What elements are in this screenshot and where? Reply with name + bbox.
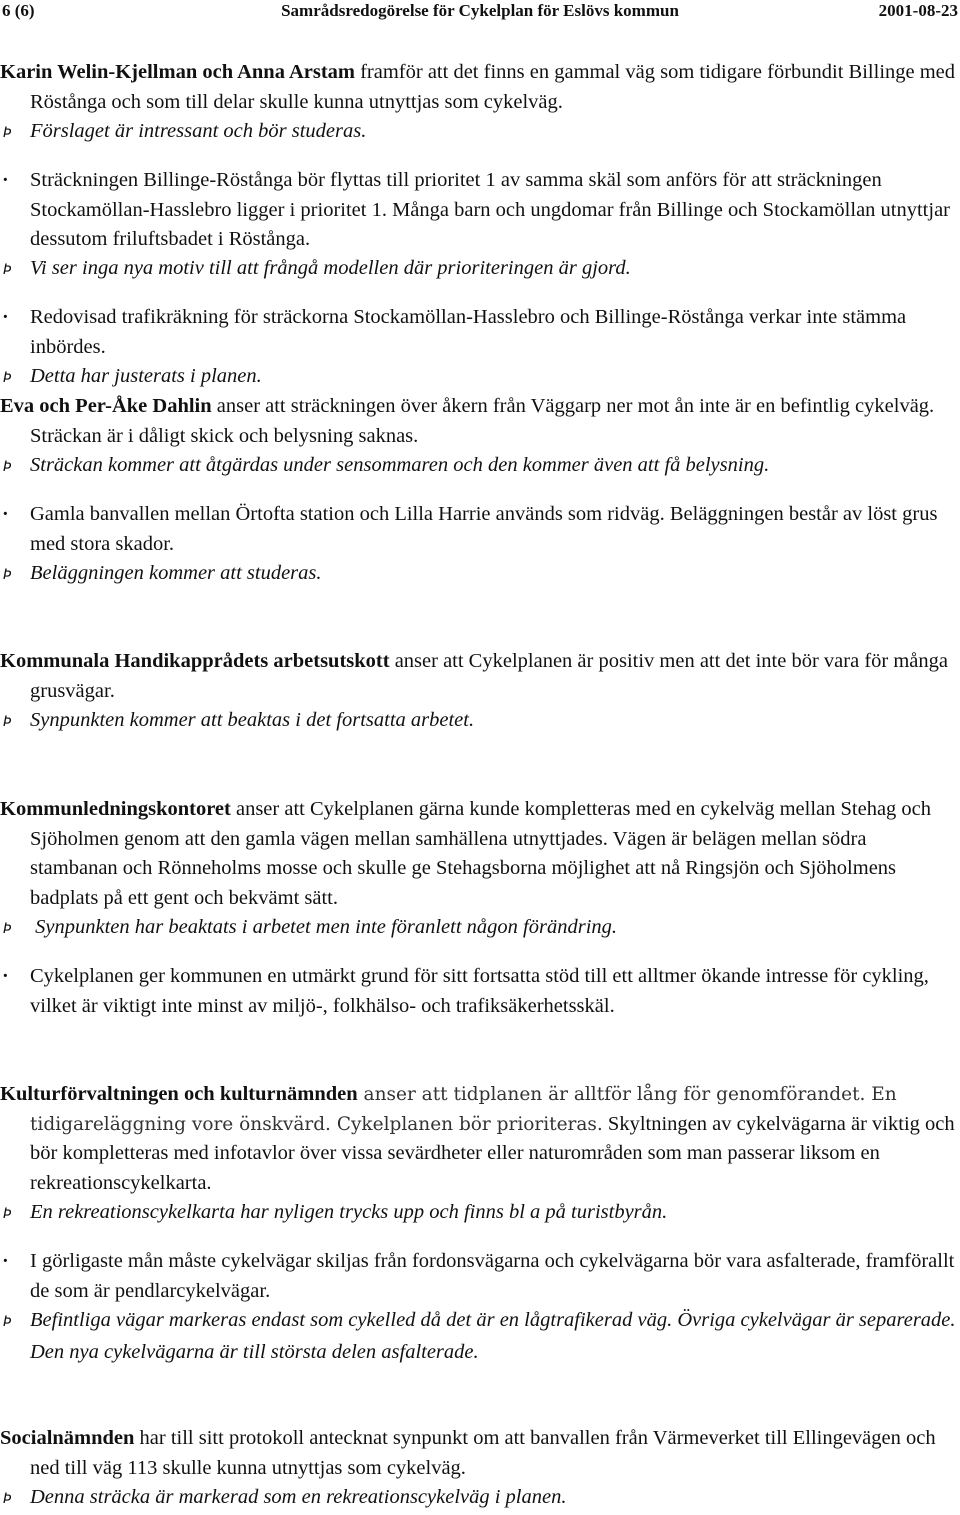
bullet-item: [0, 166, 958, 255]
response-text: Beläggningen kommer att studeras.: [30, 562, 322, 584]
paragraph-text: anser att Cykelplanen gärna kunde kompletteras med en cykelväg mellan Stehag och Sjöholmen genom att den gamla vägen mellan samhällena utnyttjades. Vägen är belägen mellan södra stambanan och Rönneholms mosse och skulle ge Stehagsborna möjlighet att nå Ringsjön och Sjöholmens badplats på ett gent och bekvämt sätt.: [30, 798, 932, 909]
bullet-text: Gamla banvallen mellan Örtofta station och Lilla Harrie används som ridväg. Beläggningen består av löst grus med stora skador.: [30, 503, 938, 555]
response-item: [0, 1483, 958, 1515]
paragraph-text-light: anser att tidplanen är alltför lång för genomförandet. En tidigareläggning vore önskvärd. Cykelplanen bör prioriteras.: [30, 1084, 897, 1135]
bullet-item: [0, 303, 958, 362]
response-text: Denna sträcka är markerad som en rekreationscykelväg i planen.: [30, 1486, 567, 1508]
document-title: Samrådsredogörelse för Cykelplan för Eslövs kommun: [281, 1, 679, 20]
author-name: Eva och Per-Åke Dahlin: [0, 395, 212, 417]
author-name: Kommunala Handikapprådets arbetsutskott: [0, 650, 390, 672]
response-item: [0, 913, 958, 945]
author-name: Karin Welin-Kjellman och Anna Arstam: [0, 61, 355, 83]
author-name: Kulturförvaltningen och kulturnämnden: [0, 1083, 358, 1105]
paragraph-text: har till sitt protokoll antecknat synpunkt om att banvallen från Värmeverket till Ellingevägen och ned till väg 113 skulle kunna utnyttjas som cykelväg.: [30, 1427, 936, 1479]
response-text: Synpunkten kommer att beaktas i det fortsatta arbetet.: [30, 709, 475, 731]
response-item: [0, 559, 958, 591]
paragraph-text: anser att Cykelplanen är positiv men att det inte bör vara för många grusvägar.: [30, 650, 948, 702]
paragraph-karin-welin: [0, 58, 958, 117]
paragraph-kulturforvaltningen: [0, 1080, 958, 1198]
response-text: En rekreationscykelkarta har nyligen trycks upp och finns bl a på turistbyrån.: [30, 1201, 668, 1223]
response-item: [0, 362, 958, 394]
bullet-item: [0, 500, 958, 559]
response-text: Sträckan kommer att åtgärdas under sensommaren och den kommer även att få belysning.: [30, 454, 770, 476]
page-number: 6 (6): [2, 1, 35, 20]
bullet-text: Sträckningen Billinge-Röstånga bör flyttas till prioritet 1 av samma skäl som anförs för att sträckningen Stockamöllan-Hasslebro ligger i prioritet 1. Många barn och ungdomar från Billinge och Stockamöllan utnyttjar dessutom friluftsbadet i Röstånga.: [30, 169, 950, 250]
response-text: Förslaget är intressant och bör studeras.: [30, 120, 367, 142]
response-item: [0, 117, 958, 149]
bullet-text: Cykelplanen ger kommunen en utmärkt grund för sitt fortsatta stöd till ett alltmer ökande intresse för cykling, vilket är viktigt inte minst av miljö-, folkhälso- och trafiksäkerhetsskäl.: [30, 965, 929, 1017]
response-item: [0, 1306, 958, 1367]
page-header: [0, 0, 960, 22]
paragraph-text: framför att det finns en gammal väg som tidigare förbundit Billinge med Röstånga och som till delar skulle kunna utnyttjas som cykelväg.: [30, 61, 956, 113]
response-item: [0, 1198, 958, 1230]
response-item: [0, 451, 958, 483]
paragraph-socialnamnden: [0, 1424, 958, 1483]
response-item: [0, 706, 958, 738]
paragraph-text: Skyltningen av cykelvägarna är viktig och bör kompletteras med infotavlor över vissa sevärdheter eller naturområden som man passerar liksom en rekreationscykelkarta.: [30, 1112, 955, 1194]
bullet-item: [0, 962, 958, 1021]
paragraph-text: anser att sträckningen över åkern från Väggarp ner mot ån inte är en befintlig cykelväg. Sträckan är i dåligt skick och belysning saknas.: [30, 395, 935, 447]
bullet-text: Redovisad trafikräkning för sträckorna Stockamöllan-Hasslebro och Billinge-Röstånga verkar inte stämma inbördes.: [30, 306, 907, 358]
response-text: Vi ser inga nya motiv till att frångå modellen där prioriteringen är gjord.: [30, 257, 631, 279]
response-text: Detta har justerats i planen.: [30, 365, 262, 387]
bullet-item: [0, 1247, 958, 1306]
paragraph-handikapprad: [0, 647, 958, 706]
response-text: Synpunkten har beaktats i arbetet men inte föranlett någon förändring.: [30, 916, 618, 938]
paragraph-kommunledningskontoret: [0, 795, 958, 913]
response-item: [0, 254, 958, 286]
bullet-text: I görligaste mån måste cykelvägar skiljas från fordonsvägarna och cykelvägarna bör vara asfalterade, framförallt de som är pendlarcykelvägar.: [30, 1250, 955, 1302]
paragraph-eva-per-ake: [0, 392, 958, 451]
author-name: Kommunledningskontoret: [0, 798, 231, 820]
author-name: Socialnämnden: [0, 1427, 135, 1449]
response-text: Befintliga vägar markeras endast som cykelled då det är en lågtrafikerad väg. Övriga cykelvägar är separerade. Den nya cykelvägarna är till största delen asfalterade.: [30, 1309, 956, 1363]
document-date: 2001-08-23: [878, 1, 958, 20]
